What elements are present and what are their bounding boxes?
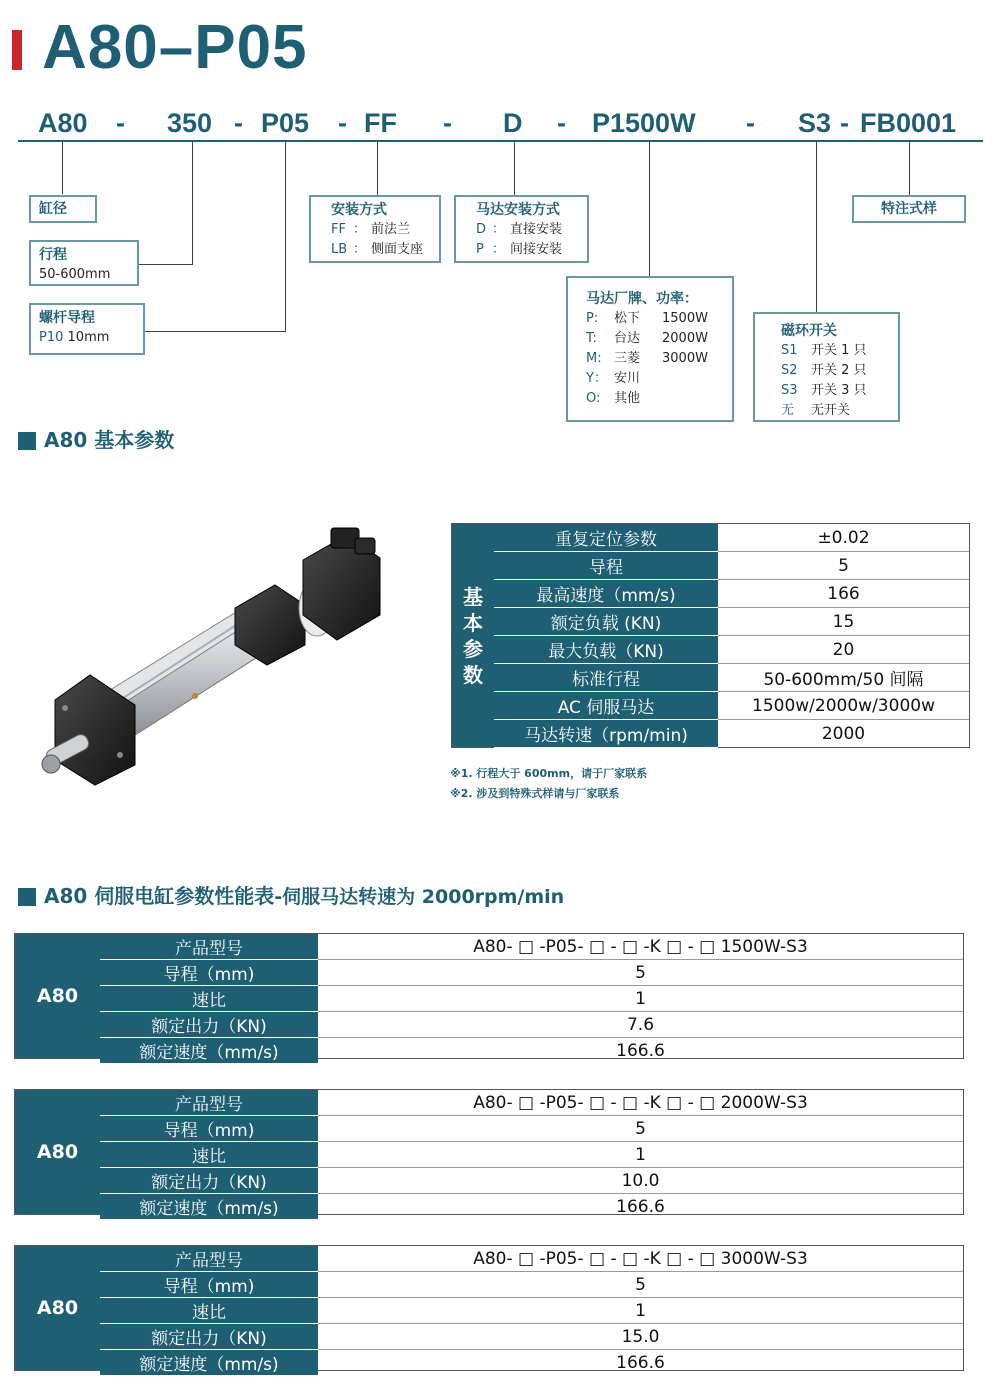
performance-title-main: A80 伺服电缸参数性能表	[44, 884, 275, 908]
brand-power: 2000W	[662, 331, 708, 346]
table-row	[100, 986, 963, 1012]
mount-code: LB	[331, 242, 348, 257]
spec-label: 导程（mm)	[100, 1272, 318, 1298]
brand-code: T:	[586, 331, 597, 346]
code-segment-lead: P05	[261, 108, 310, 138]
connector-line	[62, 142, 63, 194]
spec-label: 额定速度（mm/s)	[100, 1350, 318, 1376]
vertical-header-char: 参	[463, 636, 483, 661]
table-row	[494, 608, 969, 636]
table-row	[100, 1298, 963, 1324]
switch-code: S3	[781, 383, 798, 398]
spec-value: A80- □ -P05- □ - □ -K □ - □ 3000W-S3	[473, 1248, 808, 1269]
box-stroke-value: 50-600mm	[39, 267, 111, 282]
brand-power: 3000W	[662, 351, 708, 366]
box-motor-mount-title: 马达安装方式	[476, 202, 560, 218]
table-row	[100, 1194, 963, 1219]
code-underline	[18, 140, 983, 142]
code-segment-stroke: 350	[167, 108, 213, 138]
brand-name: 三菱	[614, 351, 641, 366]
box-lead-value: 10mm	[67, 330, 110, 345]
param-value: 5	[838, 555, 849, 576]
spec-label: 产品型号	[100, 934, 318, 960]
spec-value: 1	[635, 1300, 646, 1321]
connector-line	[377, 142, 378, 195]
param-label: 马达转速（rpm/min)	[494, 720, 718, 748]
param-value: 20	[832, 639, 855, 660]
connector-line	[816, 142, 817, 312]
spec-label: 额定出力（KN)	[100, 1324, 318, 1350]
box-switch-title: 磁环开关	[781, 323, 837, 339]
box-lead	[29, 303, 145, 355]
spec-label: 额定出力（KN)	[100, 1168, 318, 1194]
brand-name: 松下	[614, 311, 641, 326]
switch-desc: 开关 1 只	[811, 343, 867, 358]
table-row	[100, 934, 963, 960]
code-separator: -	[746, 108, 755, 138]
spec-label: 速比	[100, 1142, 318, 1168]
mount-sep: ：	[353, 242, 367, 257]
note: ※1. 行程大于 600mm，请于厂家联系	[450, 767, 648, 780]
connector-line	[649, 142, 650, 276]
model-label: A80	[15, 934, 100, 1058]
connector-line	[285, 142, 286, 332]
spec-label: 额定出力（KN)	[100, 1012, 318, 1038]
section-performance-title	[44, 883, 564, 910]
box-mount-title: 安装方式	[331, 202, 387, 218]
brand-code: P:	[586, 311, 599, 326]
code-segment-motor: P1500W	[592, 108, 696, 138]
switch-desc: 开关 3 只	[811, 383, 867, 398]
box-special	[852, 195, 966, 223]
param-value: 15	[832, 611, 855, 632]
code-segment-motor-mount: D	[503, 108, 523, 138]
mount-code: FF	[331, 222, 346, 237]
switch-code: S1	[781, 343, 798, 358]
spec-label: 产品型号	[100, 1246, 318, 1272]
spec-value: 7.6	[626, 1014, 655, 1035]
motor-mount-desc: 间接安装	[510, 242, 563, 257]
table-row	[494, 552, 969, 580]
spec-label: 导程（mm)	[100, 960, 318, 986]
code-segment-bore: A80	[38, 108, 88, 138]
mount-desc: 前法兰	[371, 222, 411, 237]
param-label: 导程	[494, 552, 718, 580]
code-separator: -	[338, 108, 347, 138]
model-label: A80	[15, 1246, 100, 1370]
code-segment-mount: FF	[364, 108, 397, 138]
note: ※2. 涉及到特殊式样请与厂家联系	[450, 787, 620, 800]
box-motor-brand	[566, 276, 734, 422]
mount-desc: 侧面支座	[371, 242, 424, 257]
box-mount	[309, 195, 441, 263]
brand-power: 1500W	[662, 311, 708, 326]
box-bore	[29, 195, 97, 223]
performance-table-3000w	[14, 1245, 964, 1375]
param-label: 重复定位参数	[494, 524, 718, 552]
motor-mount-code: D	[476, 222, 487, 237]
table-row	[100, 1168, 963, 1194]
spec-label: 导程（mm)	[100, 1116, 318, 1142]
spec-label: 额定速度（mm/s)	[100, 1194, 318, 1220]
code-separator: -	[840, 108, 849, 138]
spec-label: 速比	[100, 986, 318, 1012]
spec-value: 5	[635, 1274, 646, 1295]
spec-label: 额定速度（mm/s)	[100, 1038, 318, 1064]
connector-line	[145, 331, 286, 332]
vertical-header-char: 基	[463, 584, 483, 609]
spec-value: 10.0	[621, 1170, 660, 1191]
spec-value: 166.6	[616, 1196, 665, 1217]
motor-mount-desc: 直接安装	[510, 222, 563, 237]
section-marker	[18, 888, 36, 906]
vertical-header-char: 本	[463, 610, 483, 635]
box-special-title: 特注式样	[881, 201, 937, 217]
param-label: 额定负载 (KN)	[494, 608, 718, 636]
code-segment-switch: S3	[798, 108, 832, 138]
box-stroke-title: 行程	[39, 247, 67, 263]
section-basic-params-title: A80 基本参数	[44, 428, 175, 452]
box-lead-key: P10	[39, 330, 64, 345]
box-motor-mount	[454, 195, 589, 263]
brand-name: 台达	[614, 331, 641, 346]
connector-line	[192, 142, 193, 265]
brand-name: 其他	[614, 391, 641, 406]
vertical-header-char: 数	[463, 662, 483, 687]
table-row	[100, 1272, 963, 1298]
table-row	[100, 1012, 963, 1038]
spec-value: A80- □ -P05- □ - □ -K □ - □ 2000W-S3	[473, 1092, 808, 1113]
table-row	[100, 1350, 963, 1375]
brand-code: O:	[586, 391, 601, 406]
param-value: 166	[827, 583, 860, 604]
switch-desc: 无开关	[811, 403, 851, 418]
code-separator: -	[557, 108, 566, 138]
param-label: 标准行程	[494, 664, 718, 692]
performance-table-2000w	[14, 1089, 964, 1219]
code-separator: -	[443, 108, 452, 138]
param-label: AC 伺服马达	[494, 692, 718, 720]
param-value: ±0.02	[817, 527, 870, 548]
switch-desc: 开关 2 只	[811, 363, 867, 378]
product-image	[35, 520, 395, 790]
motor-mount-code: P	[476, 242, 484, 257]
spec-label: 速比	[100, 1298, 318, 1324]
table-row	[100, 1090, 963, 1116]
spec-label: 产品型号	[100, 1090, 318, 1116]
title-accent-bar	[12, 30, 22, 70]
performance-title-sub: -伺服马达转速为 2000rpm/min	[274, 886, 565, 908]
spec-value: 15.0	[621, 1326, 660, 1347]
brand-code: Y：	[586, 371, 607, 386]
table-row	[494, 720, 969, 747]
table-row	[494, 692, 969, 720]
table-row	[100, 1246, 963, 1272]
table-row	[100, 1116, 963, 1142]
spec-value: 166.6	[616, 1352, 665, 1373]
param-value: 50-600mm/50 间隔	[763, 670, 924, 690]
motor-mount-sep: ：	[492, 242, 506, 257]
table-row	[100, 1038, 963, 1063]
table-row	[100, 1142, 963, 1168]
table-row	[494, 636, 969, 664]
box-bore-title: 缸径	[39, 201, 67, 217]
param-label: 最大负载（KN)	[494, 636, 718, 664]
brand-name: 安川	[614, 371, 641, 386]
box-motor-brand-title: 马达厂牌、功率：	[586, 291, 698, 307]
param-label: 最高速度（mm/s)	[494, 580, 718, 608]
table-row	[494, 580, 969, 608]
spec-value: 5	[635, 962, 646, 983]
switch-code: 无	[781, 403, 795, 418]
model-label: A80	[15, 1090, 100, 1214]
performance-table-1500w	[14, 933, 964, 1063]
basic-params-vertical-header	[452, 524, 494, 747]
box-stroke	[29, 240, 139, 286]
table-row	[494, 524, 969, 552]
page-title: A80–P05	[42, 13, 308, 82]
box-lead-title: 螺杆导程	[39, 310, 95, 326]
connector-line	[139, 264, 193, 265]
param-value: 2000	[821, 723, 866, 744]
box-switch	[753, 312, 900, 422]
connector-line	[514, 142, 515, 195]
section-marker	[18, 432, 36, 450]
spec-value: 1	[635, 988, 646, 1009]
code-separator: -	[234, 108, 243, 138]
code-segment-special: FB0001	[860, 108, 957, 138]
table-row	[100, 960, 963, 986]
brand-code: M:	[586, 351, 602, 366]
table-row	[100, 1324, 963, 1350]
code-separator: -	[116, 108, 125, 138]
spec-value: A80- □ -P05- □ - □ -K □ - □ 1500W-S3	[473, 936, 808, 957]
connector-line	[909, 142, 910, 195]
switch-code: S2	[781, 363, 798, 378]
basic-params-table	[451, 523, 970, 748]
spec-value: 166.6	[616, 1040, 665, 1061]
spec-value: 5	[635, 1118, 646, 1139]
motor-mount-sep: ：	[492, 222, 506, 237]
param-value: 1500w/2000w/3000w	[752, 695, 935, 716]
table-row	[494, 664, 969, 692]
spec-value: 1	[635, 1144, 646, 1165]
mount-sep: ：	[353, 222, 367, 237]
